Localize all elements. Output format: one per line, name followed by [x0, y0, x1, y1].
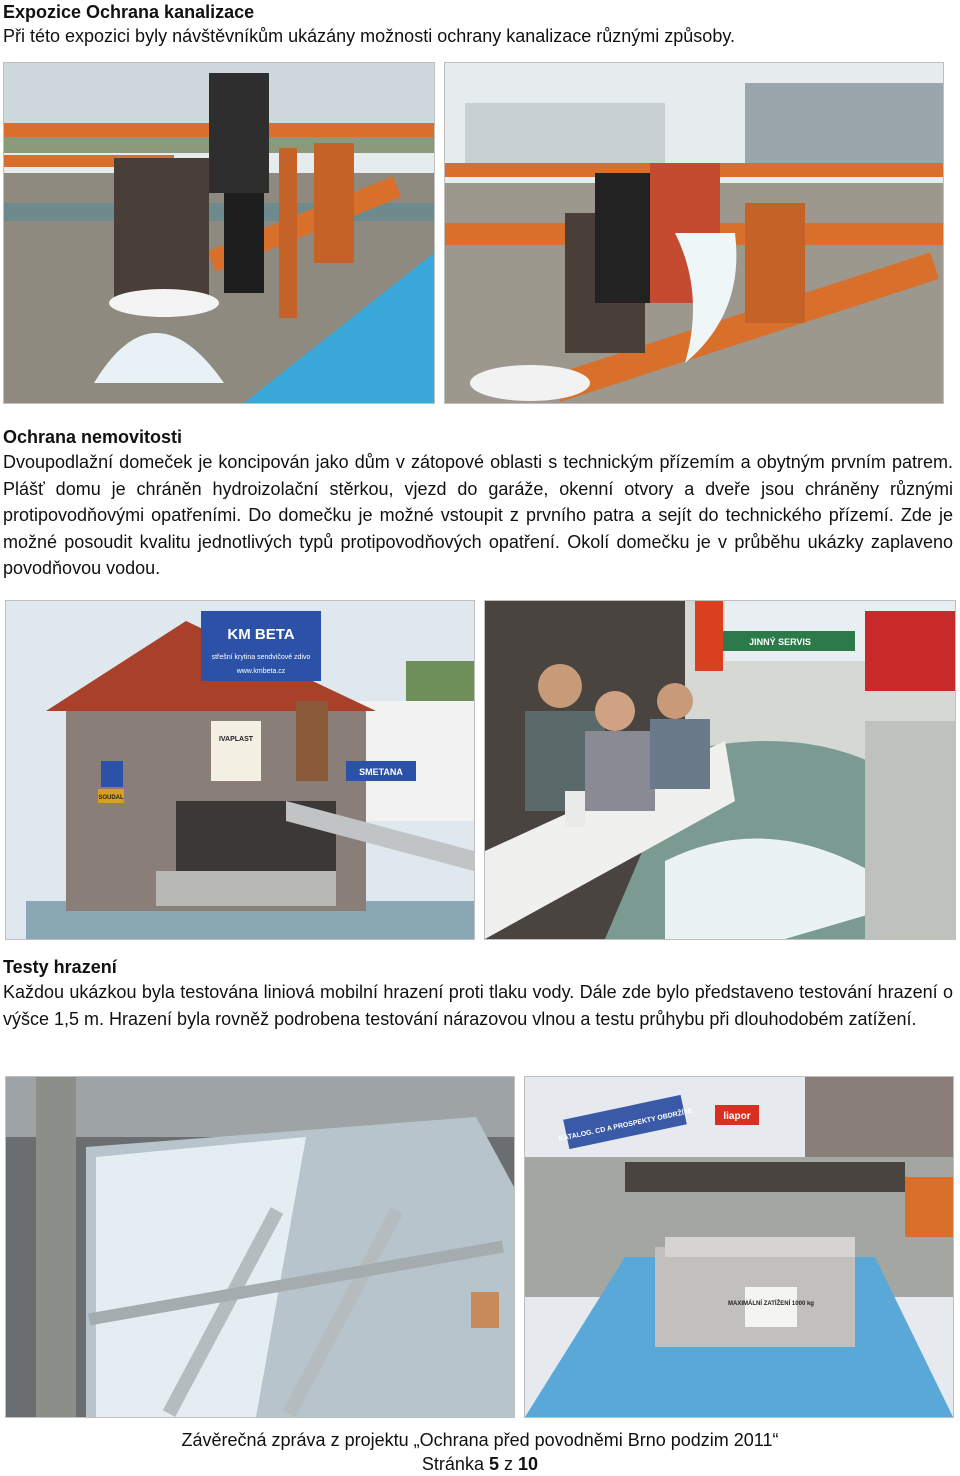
sign-katalog: KATALOG. CD A PROSPEKTY OBDRŽÍTE: [558, 1107, 694, 1144]
load-sign-text: MAXIMÁLNÍ ZATÍŽENÍ 1000 kg: [728, 1301, 814, 1307]
sign-liapor: liapor: [723, 1111, 751, 1122]
house-banner-subtext: střešní krytina sendvičové zdivo: [211, 654, 311, 661]
section-title-sewer: Expozice Ochrana kanalizace: [3, 2, 255, 22]
photo-visitors-floodwater: [484, 600, 956, 940]
house-banner-text: KM BETA: [227, 626, 295, 643]
page-total: 10: [518, 1454, 539, 1474]
photo-barrier-overflow: [5, 1076, 515, 1418]
sign-jinny-servis: JINNÝ SERVIS: [749, 637, 811, 647]
sign-ivaplast: IVAPLAST: [218, 736, 254, 743]
photo-load-test: [524, 1076, 954, 1418]
photo-sewer-toilet-overflow: [3, 62, 435, 404]
section-text-barrier-tests: Každou ukázkou byla testována liniová mobilní hrazení proti tlaku vody. Dále zde bylo představeno testování hrazení o výšce 1,5 m. Hrazení byla rovněž podrobena testování nárazovou vlnou a testu průhybu při dlouhodobém zatížení.: [3, 982, 953, 1029]
photo-flood-house: [5, 600, 475, 940]
page-word: Stránka: [421, 1454, 484, 1474]
section-text-property: Dvoupodlažní domeček je koncipován jako dům v zátopové oblasti s technickým přízemím a obytným prvním patrem. Plášť domu je chráněn hydroizolační stěrkou, vjezd do garáže, okenní otvory a dveře jsou chráněny různými protipovodňovými opatřeními. Do domečku je možné vstoupit z prvního patra a sejít do technického přízemí. Zde je možné posoudit kvalitu jednotlivých typů protipovodňových opatření. Okolí domečku je v průběhu ukázky zaplaveno povodňovou vodou.: [3, 452, 953, 578]
photo-sewer-pipes-water: [444, 62, 944, 404]
sign-smetana: SMETANA: [359, 767, 403, 777]
page-of: z: [504, 1454, 514, 1474]
section-title-property: Ochrana nemovitosti: [3, 427, 183, 447]
sign-soudal: SOUDAL: [98, 795, 124, 801]
section-title-barrier-tests: Testy hrazení: [3, 957, 117, 977]
footer-page-number: [0, 1452, 960, 1476]
footer-report-title: Závěrečná zpráva z projektu „Ochrana před povodněmi Brno podzim 2011“: [181, 1430, 779, 1450]
house-web-text: www.kmbeta.cz: [236, 668, 286, 675]
section-text-sewer: Při této expozici byly návštěvníkům ukázány možnosti ochrany kanalizace různými způsoby.: [3, 26, 735, 46]
page-current: 5: [488, 1454, 499, 1474]
